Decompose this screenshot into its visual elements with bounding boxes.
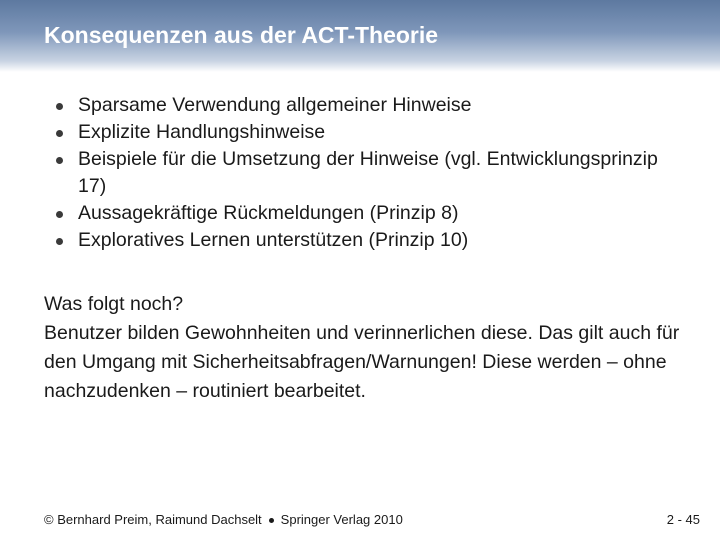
bullet-text: Exploratives Lernen unterstützen (Prinzip 10) (78, 229, 469, 251)
bullet-item (54, 119, 674, 146)
bullet-text: Sparsame Verwendung allgemeiner Hinweise (78, 94, 472, 116)
footer-authors: © Bernhard Preim, Raimund Dachselt (44, 512, 262, 527)
bullet-text: Beispiele für die Umsetzung der Hinweise (vgl. Entwicklungsprinzip 17) (78, 148, 658, 197)
bullet-item (54, 92, 674, 119)
body-heading: Was folgt noch? (44, 293, 184, 315)
bullet-item (54, 200, 674, 227)
bullet-item (54, 227, 674, 254)
bullet-text: Explizite Handlungshinweise (78, 121, 326, 143)
footer-separator-icon (269, 518, 274, 523)
bullet-dot-icon (56, 211, 63, 218)
bullet-dot-icon (56, 157, 63, 164)
footer-credits (44, 512, 403, 527)
bullet-dot-icon (56, 238, 63, 245)
slide-title: Konsequenzen aus der ACT-Theorie (44, 22, 439, 48)
bullet-dot-icon (56, 130, 63, 137)
title-bar (0, 0, 720, 72)
bullet-dot-icon (56, 103, 63, 110)
bullet-list (54, 92, 674, 254)
body-paragraph: Benutzer bilden Gewohnheiten und verinnerlichen diese. Das gilt auch für den Umgang mit Sicherheitsabfragen/Warnungen! Diese werden – ohne nachzudenken – routiniert bearbeitet. (44, 322, 680, 402)
body-block (44, 290, 694, 406)
footer-publisher: Springer Verlag 2010 (280, 512, 403, 527)
page-number: 2 - 45 (666, 512, 700, 527)
bullet-text: Aussagekräftige Rückmeldungen (Prinzip 8) (78, 202, 459, 224)
bullet-item (54, 146, 674, 200)
